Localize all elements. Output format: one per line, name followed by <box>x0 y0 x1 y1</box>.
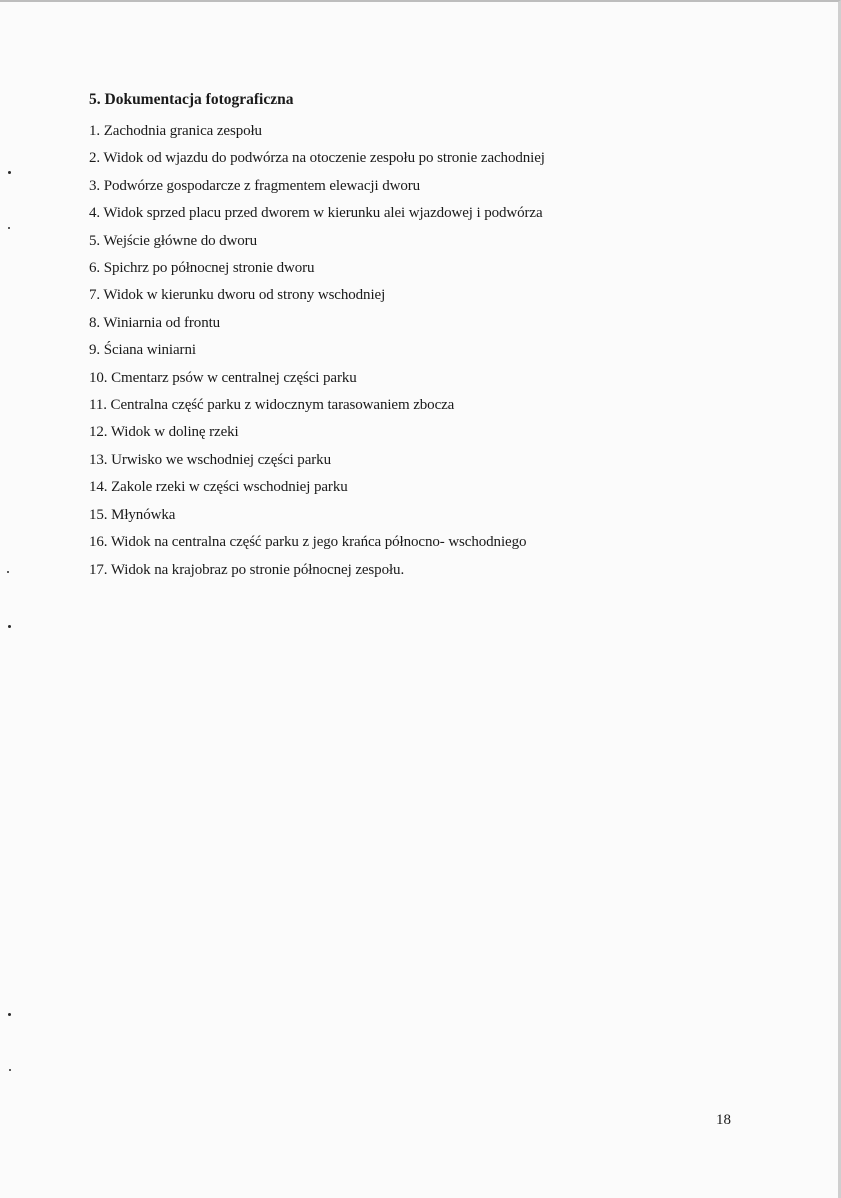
list-item: 17. Widok na krajobraz po stronie północnej zespołu. <box>89 561 405 578</box>
list-item: 4. Widok sprzed placu przed dworem w kierunku alei wjazdowej i podwórza <box>89 205 543 222</box>
list-item: 1. Zachodnia granica zespołu <box>89 123 262 139</box>
list-item: 10. Cmentarz psów w centralnej części parku <box>89 369 357 386</box>
photo-documentation-list <box>89 118 545 584</box>
list-item: 6. Spichrz po północnej stronie dworu <box>89 260 315 277</box>
section-heading: 5. Dokumentacja fotograficzna <box>89 91 294 108</box>
list-item: 3. Podwórze gospodarcze z fragmentem elewacji dworu <box>89 177 421 194</box>
list-item: 16. Widok na centralna część parku z jego krańca północno- wschodniego <box>89 534 527 551</box>
scan-speck <box>8 1013 11 1016</box>
list-item: 11. Centralna część parku z widocznym tarasowaniem zbocza <box>89 397 455 414</box>
page-number: 18 <box>716 1112 731 1128</box>
list-item: 2. Widok od wjazdu do podwórza na otoczenie zespołu po stronie zachodniej <box>89 150 545 167</box>
list-item: 7. Widok w kierunku dworu od strony wschodniej <box>89 287 386 304</box>
list-item: 15. Młynówka <box>89 506 176 523</box>
scan-speck <box>8 227 10 229</box>
scan-speck <box>7 571 9 573</box>
list-item: 12. Widok w dolinę rzeki <box>89 424 239 441</box>
list-item: 5. Wejście główne do dworu <box>89 232 257 249</box>
scan-speck <box>9 1069 11 1071</box>
list-item: 9. Ściana winiarni <box>89 342 196 359</box>
list-item: 14. Zakole rzeki w części wschodniej parku <box>89 479 348 496</box>
scan-speck <box>8 625 11 628</box>
list-item: 13. Urwisko we wschodniej części parku <box>89 451 331 468</box>
list-item: 8. Winiarnia od frontu <box>89 314 221 331</box>
scan-speck <box>8 171 11 174</box>
